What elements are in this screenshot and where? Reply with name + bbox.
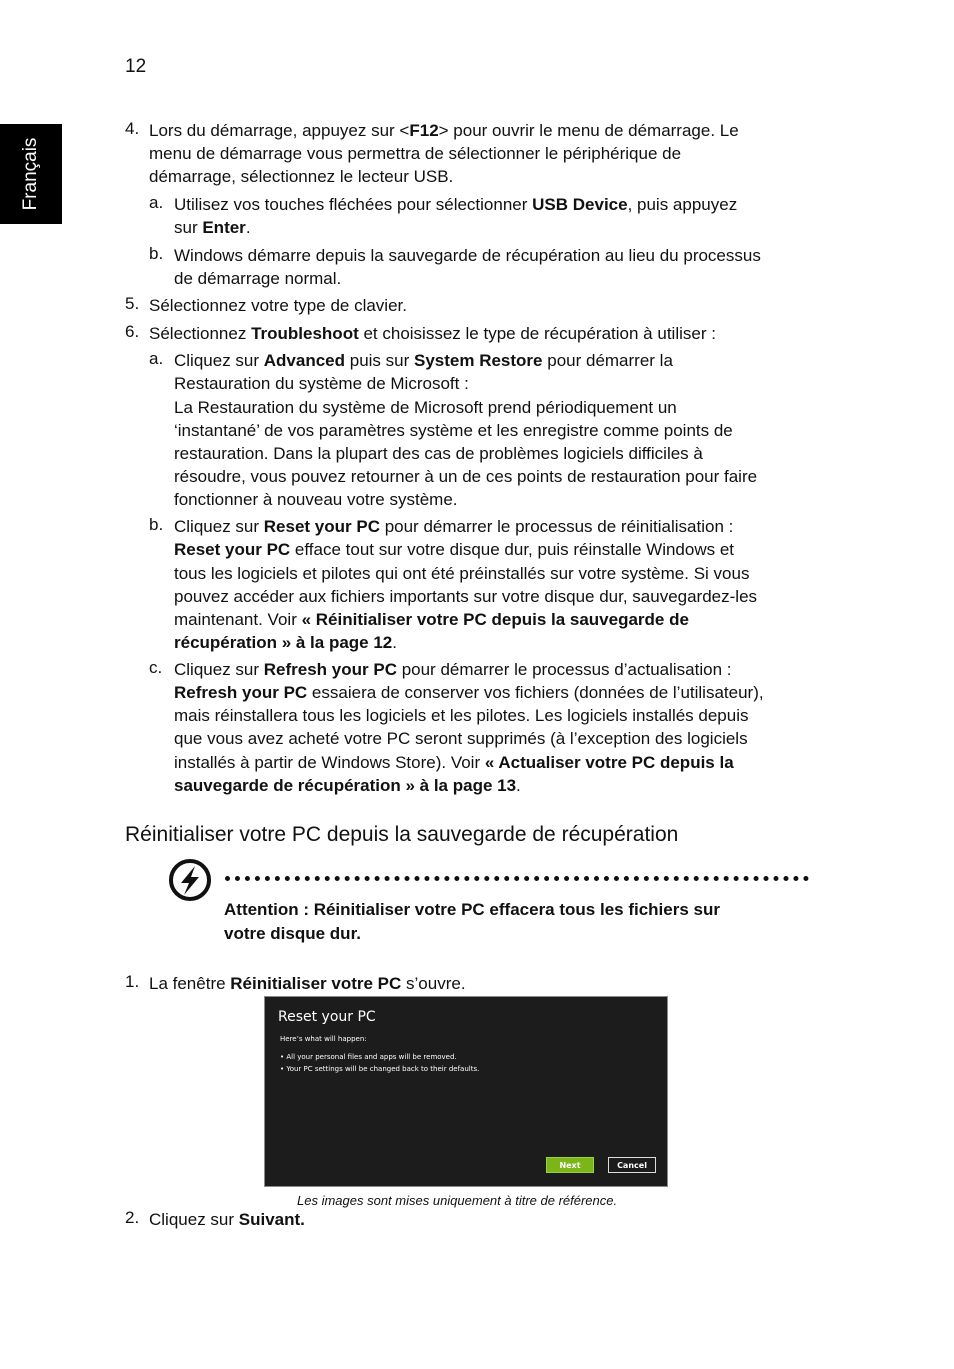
- reset-pc-screenshot: [264, 996, 668, 1187]
- substep-text: Cliquez sur Advanced puis sur System Restore pour démarrer la: [174, 351, 673, 370]
- substep-text: restauration. Dans la plupart des cas de problèmes logiciels difficiles à: [174, 444, 703, 463]
- substep-text: sauvegarde de récupération » à la page 13.: [174, 776, 521, 795]
- section-heading: Réinitialiser votre PC depuis la sauvegarde de récupération: [125, 823, 679, 846]
- substep-letter: a.: [149, 193, 164, 212]
- step-text: Sélectionnez votre type de clavier.: [149, 296, 407, 315]
- substep-letter: a.: [149, 349, 164, 368]
- cancel-button: Cancel: [608, 1157, 656, 1173]
- image-caption: Les images sont mises uniquement à titre de référence.: [297, 1193, 618, 1208]
- step-number: 6.: [125, 322, 140, 341]
- substep-text: Cliquez sur Reset your PC pour démarrer le processus de réinitialisation :: [174, 517, 734, 536]
- step-text: démarrage, sélectionnez le lecteur USB.: [149, 167, 454, 186]
- step-number: 5.: [125, 294, 140, 313]
- substep-text: récupération » à la page 12.: [174, 633, 397, 652]
- screenshot-title: Reset your PC: [278, 1009, 376, 1025]
- substep-text: tous les logiciels et pilotes qui ont été préinstallés sur votre système. Si vous: [174, 564, 750, 583]
- warning-divider: [225, 876, 809, 881]
- cross-reference-link: « Actualiser votre PC depuis la: [484, 753, 734, 772]
- cross-reference-link: sauvegarde de récupération » à la page 13: [174, 776, 517, 795]
- step-text: Sélectionnez Troubleshoot et choisissez le type de récupération à utiliser :: [149, 324, 716, 343]
- warning-text: votre disque dur.: [224, 924, 361, 943]
- substep-text: résoudre, vous pouvez retourner à un de ces points de restauration pour faire: [174, 467, 758, 486]
- cross-reference-link: récupération » à la page 12: [174, 633, 393, 652]
- substep-letter: b.: [149, 515, 164, 534]
- cross-reference-link: « Réinitialiser votre PC depuis la sauvegarde de: [301, 610, 689, 629]
- substep-text: de démarrage normal.: [174, 269, 342, 288]
- step-number: 1.: [125, 972, 140, 991]
- language-tab: [0, 124, 62, 224]
- substep-text: Refresh your PC essaiera de conserver vos fichiers (données de l’utilisateur),: [174, 683, 764, 702]
- substep-text: Cliquez sur Refresh your PC pour démarrer le processus d’actualisation :: [174, 660, 732, 679]
- step-text: La fenêtre Réinitialiser votre PC s’ouvre.: [149, 974, 466, 993]
- substep-text: sur Enter.: [174, 218, 251, 237]
- substep-letter: b.: [149, 244, 164, 263]
- lightning-warning-icon: [168, 858, 212, 902]
- step-number: 2.: [125, 1208, 140, 1227]
- page-number: 12: [125, 56, 147, 77]
- screenshot-subtitle: Here’s what will happen:: [280, 1035, 367, 1043]
- step-text: Cliquez sur Suivant.: [149, 1210, 305, 1229]
- screenshot-bullet: • All your personal files and apps will be removed.: [280, 1053, 457, 1061]
- next-button: Next: [546, 1157, 594, 1173]
- substep-text: ‘instantané’ de vos paramètres système et les enregistre comme points de: [174, 421, 733, 440]
- substep-text: maintenant. Voir « Réinitialiser votre PC depuis la sauvegarde de: [174, 610, 689, 629]
- substep-text: fonctionner à nouveau votre système.: [174, 490, 458, 509]
- substep-text: Windows démarre depuis la sauvegarde de récupération au lieu du processus: [174, 246, 761, 265]
- substep-text: que vous avez acheté votre PC seront supprimés (à l’exception des logiciels: [174, 729, 748, 748]
- substep-text: installés à partir de Windows Store). Voir « Actualiser votre PC depuis la: [174, 753, 734, 772]
- substep-letter: c.: [149, 658, 163, 677]
- step-number: 4.: [125, 119, 140, 138]
- substep-text: pouvez accéder aux fichiers importants sur votre disque dur, sauvegardez-les: [174, 587, 758, 606]
- step-text: menu de démarrage vous permettra de sélectionner le périphérique de: [149, 144, 682, 163]
- warning-text: Attention : Réinitialiser votre PC effacera tous les fichiers sur: [224, 900, 720, 919]
- screenshot-bullet: • Your PC settings will be changed back to their defaults.: [280, 1065, 480, 1073]
- substep-text: Utilisez vos touches fléchées pour sélectionner USB Device, puis appuyez: [174, 195, 738, 214]
- substep-text: Reset your PC efface tout sur votre disque dur, puis réinstalle Windows et: [174, 540, 735, 559]
- substep-text: mais réinstallera tous les logiciels et les pilotes. Les logiciels installés depuis: [174, 706, 749, 725]
- step-text: Lors du démarrage, appuyez sur <F12> pour ouvrir le menu de démarrage. Le: [149, 121, 739, 140]
- language-tab-label: Français: [20, 137, 41, 211]
- substep-text: Restauration du système de Microsoft :: [174, 374, 469, 393]
- substep-text: La Restauration du système de Microsoft prend périodiquement un: [174, 398, 677, 417]
